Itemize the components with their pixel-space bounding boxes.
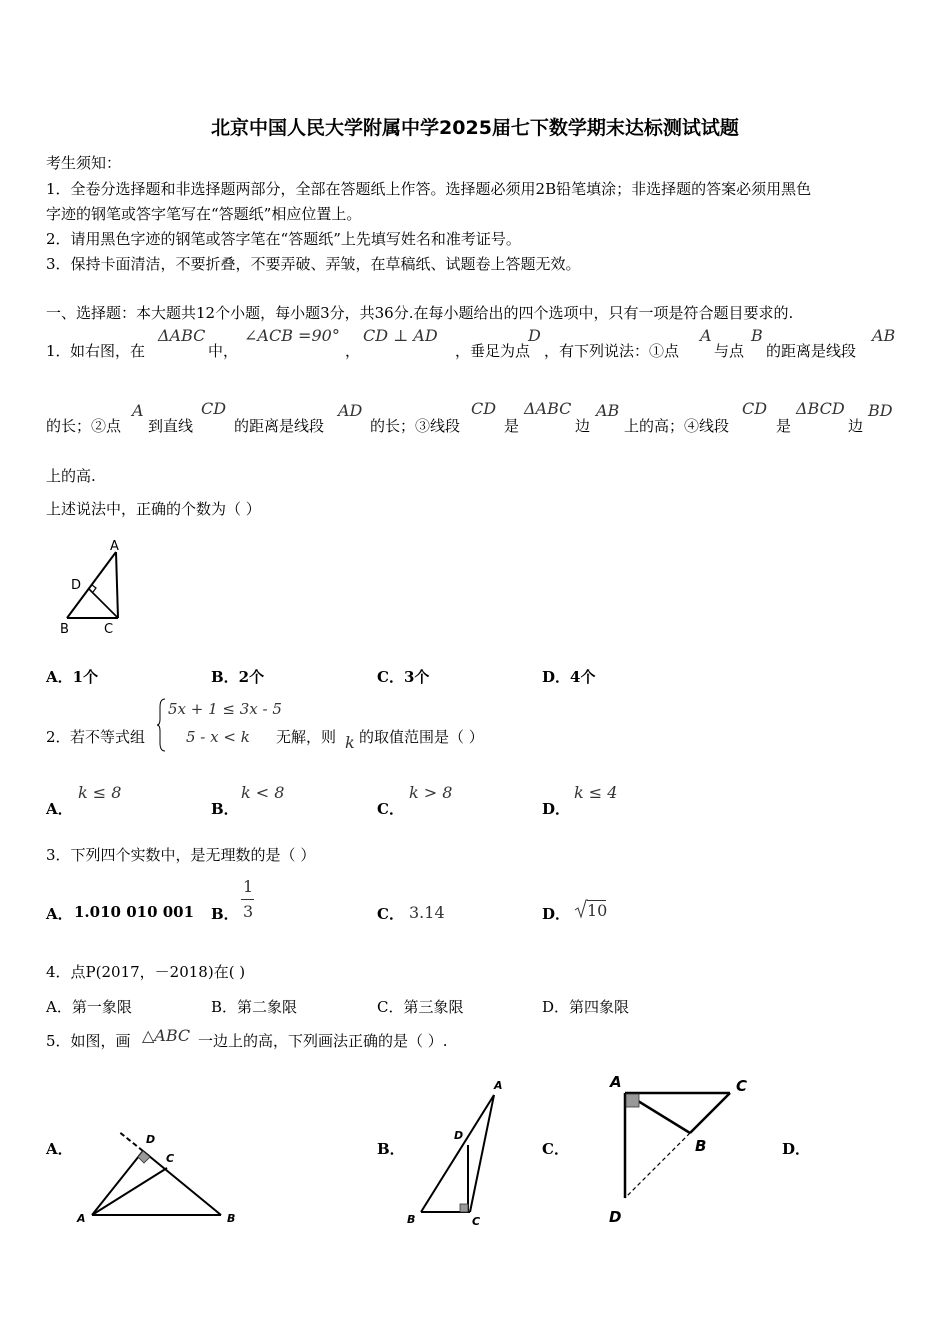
- extension-line: [625, 1133, 690, 1198]
- q3-option-a-value[interactable]: 1.010 010 001: [74, 903, 195, 921]
- brace-icon: [157, 697, 167, 753]
- q2-option-c-label[interactable]: C．: [377, 800, 404, 818]
- q1-text: ，: [345, 342, 361, 360]
- segment-ca: [116, 552, 118, 618]
- q1-math: D: [528, 326, 541, 345]
- segment-ba: [421, 1095, 494, 1212]
- right-angle-mark: [626, 1094, 639, 1107]
- q2-text: 的取值范围是（ ）: [359, 728, 484, 746]
- q4-option-d[interactable]: D．第四象限: [542, 998, 630, 1016]
- q1-text: 是: [776, 417, 792, 435]
- q3-option-b-label[interactable]: B．: [211, 905, 239, 923]
- q1-math: BD: [868, 401, 893, 420]
- q1-math: ΔABC: [524, 399, 572, 418]
- label-a: A: [610, 1073, 622, 1091]
- q1-text: 到直线: [148, 417, 194, 435]
- notice-heading: 考生须知：: [46, 154, 122, 172]
- q5-math: △ABC: [142, 1026, 191, 1045]
- q1-text: 中，: [208, 342, 239, 360]
- q2-option-d-label[interactable]: D．: [542, 800, 571, 818]
- q1-math: CD ⊥ AD: [363, 326, 438, 345]
- q3-option-d-label[interactable]: D．: [542, 905, 571, 923]
- q1-text: 边: [575, 417, 591, 435]
- q3-option-c-label[interactable]: C．: [377, 905, 404, 923]
- q1-text: 是: [504, 417, 520, 435]
- segment-ac: [92, 1168, 167, 1215]
- q2-option-d-value[interactable]: k ≤ 4: [574, 783, 618, 802]
- q5-text: 一边上的高，下列画法正确的是（ ）.: [198, 1032, 448, 1050]
- q5-text: 5．如图，画: [46, 1032, 131, 1050]
- q1-option-a[interactable]: A．1个: [46, 668, 99, 686]
- label-d: D: [454, 1129, 464, 1142]
- sqrt-icon: [574, 899, 588, 919]
- q5-option-a-label[interactable]: A．: [46, 1140, 73, 1158]
- label-a: A: [494, 1079, 503, 1092]
- q1-text: ，有下列说法：①点: [544, 342, 680, 360]
- q1-math: AB: [596, 401, 620, 420]
- label-a: A: [77, 1212, 86, 1225]
- label-d: D: [71, 578, 82, 593]
- q4-option-a[interactable]: A．第一象限: [46, 998, 132, 1016]
- q1-text: 的长；③线段: [370, 417, 461, 435]
- q1-math: CD: [201, 399, 227, 418]
- q1-option-b[interactable]: B．2个: [211, 668, 265, 686]
- segment-cd: [89, 589, 118, 618]
- q1-math: ΔBCD: [796, 399, 845, 418]
- label-b: B: [695, 1137, 707, 1155]
- q2-inequality-1: 5x + 1 ≤ 3x - 5: [168, 700, 282, 718]
- label-b: B: [60, 622, 69, 637]
- sqrt-radicand: 10: [587, 901, 608, 920]
- q5-figure-a[interactable]: [70, 1125, 250, 1230]
- q1-math: A: [700, 326, 712, 345]
- q1-math: CD: [742, 399, 768, 418]
- q1-math: AD: [338, 401, 363, 420]
- q2-inequality-2: 5 - x < k: [186, 728, 250, 746]
- label-d: D: [146, 1133, 156, 1146]
- q1-text: ，垂足为点: [455, 342, 531, 360]
- right-angle-mark: [138, 1151, 150, 1163]
- q4-option-c[interactable]: C．第三象限: [377, 998, 464, 1016]
- notice-line-2: 2．请用黑色字迹的钢笔或答字笔在“答题纸”上先填写姓名和准考证号。: [46, 230, 521, 248]
- q1-text: 的长；②点: [46, 417, 122, 435]
- q2-text: 无解，则: [276, 728, 337, 746]
- q2-option-a-label[interactable]: A．: [46, 800, 73, 818]
- q2-math: k: [345, 733, 355, 752]
- q1-math: ΔABC: [158, 326, 206, 345]
- q2-number: 2．: [46, 728, 71, 746]
- notice-line-1a: 1．全卷分选择题和非选择题两部分，全部在答题纸上作答。选择题必须用2B铅笔填涂；非选择题的答案必须用黑色: [46, 180, 812, 198]
- label-d: D: [609, 1208, 622, 1226]
- label-a: A: [110, 539, 119, 554]
- q2-text: 若不等式组: [70, 728, 146, 746]
- altitude-ad: [92, 1151, 143, 1215]
- label-c: C: [166, 1152, 175, 1165]
- fraction-denominator: 3: [243, 902, 254, 921]
- q5-figure-b[interactable]: [400, 1075, 510, 1230]
- label-b: B: [407, 1213, 416, 1226]
- label-c: C: [472, 1215, 481, 1228]
- q1-math: AB: [872, 326, 896, 345]
- q1-triangle-figure: [40, 535, 135, 640]
- q1-option-c[interactable]: C．3个: [377, 668, 430, 686]
- q1-text: 的距离是线段: [766, 342, 857, 360]
- q1-math: ∠ACB =90°: [244, 326, 340, 345]
- segment-bc: [690, 1093, 730, 1133]
- q1-text: 如右图，在: [70, 342, 146, 360]
- q1-number: 1．: [46, 342, 71, 360]
- q2-option-c-value[interactable]: k > 8: [409, 783, 453, 802]
- q1-math: CD: [471, 399, 497, 418]
- q1-text: 与点: [714, 342, 745, 360]
- label-b: B: [227, 1212, 236, 1225]
- segment-bd: [143, 1151, 221, 1215]
- label-c: C: [104, 622, 114, 637]
- q1-text: 上的高；④线段: [624, 417, 730, 435]
- q2-option-b-label[interactable]: B．: [211, 800, 239, 818]
- q3-option-a-label[interactable]: A．: [46, 905, 73, 923]
- q1-text: 边: [848, 417, 864, 435]
- fraction-bar: [241, 899, 254, 900]
- right-angle-mark: [92, 585, 96, 592]
- page-title: 北京中国人民大学附属中学2025届七下数学期末达标测试试题: [211, 117, 739, 139]
- q4-question: 4．点P(2017，－2018)在( ): [46, 963, 246, 981]
- q5-option-c-label[interactable]: C．: [542, 1140, 569, 1158]
- right-angle-mark: [460, 1204, 468, 1212]
- q2-option-a-value[interactable]: k ≤ 8: [78, 783, 122, 802]
- q2-option-b-value[interactable]: k < 8: [241, 783, 285, 802]
- q1-text: 的距离是线段: [234, 417, 325, 435]
- q1-math: A: [132, 401, 144, 420]
- q1-question: 上述说法中，正确的个数为（ ）: [46, 500, 261, 518]
- label-c: C: [736, 1077, 748, 1095]
- q5-figure-c[interactable]: [600, 1065, 760, 1230]
- extension-line: [118, 1131, 143, 1151]
- q3-question: 3．下列四个实数中，是无理数的是（ ）: [46, 846, 316, 864]
- section-heading: 一、选择题：本大题共12个小题，每小题3分，共36分.在每小题给出的四个选项中，只有一项是符合题目要求的.: [46, 304, 794, 322]
- q5-option-d-label[interactable]: D．: [782, 1140, 811, 1158]
- q1-line-3: 上的高.: [46, 467, 96, 485]
- q4-option-b[interactable]: B．第二象限: [211, 998, 298, 1016]
- q1-option-d[interactable]: D．4个: [542, 668, 596, 686]
- notice-line-1b: 字迹的钢笔或答字笔写在“答题纸”相应位置上。: [46, 205, 362, 223]
- q5-option-b-label[interactable]: B．: [377, 1140, 405, 1158]
- q1-math: B: [751, 326, 763, 345]
- fraction-numerator: 1: [243, 877, 254, 896]
- q3-option-c-value[interactable]: 3.14: [409, 903, 445, 922]
- notice-line-3: 3．保持卡面清洁，不要折叠，不要弄破、弄皱，在草稿纸、试题卷上答题无效。: [46, 255, 581, 273]
